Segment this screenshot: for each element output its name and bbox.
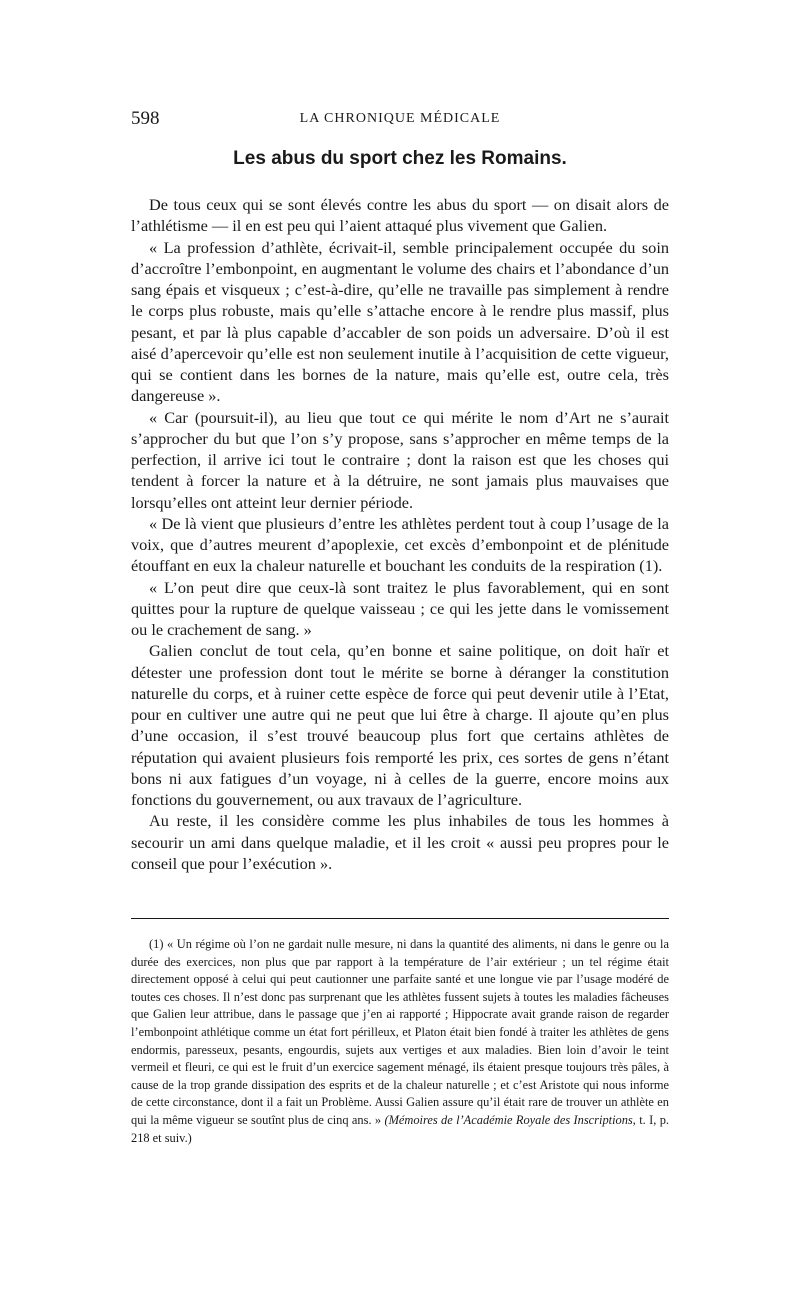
paragraph: « De là vient que plusieurs d’entre les athlètes perdent tout à coup l’usage de la voix, que d’autres meurent d’apoplexie, cet excès d’embonpoint et de plénitude étouffant en eux la chaleur naturelle et bouchant les conduits de la respiration (1).: [131, 513, 669, 576]
paragraph: Au reste, il les considère comme les plus inhabiles de tous les hommes à secourir un ami dans quelque maladie, et il les croit « aussi peu propres pour le conseil que pour l’exécution ».: [131, 811, 669, 873]
page-number: 598: [131, 108, 160, 129]
paragraph: Galien conclut de tout cela, qu’en bonne et saine politique, on doit haïr et détester une profession dont tout le mérite se borne à déranger la constitution naturelle du corps, et à ruiner cette espèce de force qui peut devenir utile à l’Etat, pour en cultiver une autre qui ne peut que lui être à charge. Il ajoute qu’en plus d’une occasion, il s’est trouvé beaucoup plus fort que certains athlètes de réputation qui avaient plusieurs fois remporté les prix, ces sortes de gens n’étant bons ni aux fatigues d’un voyage, ni à celles de la guerre, encore moins aux fonctions du gouvernement, ou aux travaux de l’agriculture.: [131, 641, 669, 809]
paragraph: « Car (poursuit-il), au lieu que tout ce qui mérite le nom d’Art ne s’aurait s’approcher du but que l’on s’y propose, sans s’approcher en même temps de la perfection, il arrive ici tout le contraire ; dont la raison est que les choses qui tendent à forcer la nature et à la détruire, ne sont jamais plus mauvaises que lorsqu’elles ont atteint leur dernier période.: [131, 407, 669, 512]
article-body: [131, 194, 669, 874]
paragraph: De tous ceux qui se sont élevés contre les abus du sport — on disait alors de l’athlétisme — il en est peu qui l’aient attaqué plus vivement que Galien.: [131, 195, 669, 236]
footnote-source-title: (Mémoires de l’Académie Royale des Inscriptions: [384, 1112, 633, 1127]
paragraph: « L’on peut dire que ceux-là sont traitez le plus favorablement, qui en sont quittes pour la rupture de quelque vaisseau ; ce qui les jette dans le vomissement ou le crachement de sang. »: [131, 577, 669, 639]
footnote-divider: [131, 918, 669, 919]
footnote-text: (1) « Un régime où l’on ne gardait nulle mesure, ni dans la quantité des aliments, ni dans le genre ou la durée des exercices, non plus que par rapport à la température de l’air extérieur ; un tel régime était directement opposé à celui qui peut cautionner une parfaite santé et une longue vie par l’usage modéré de toutes ces choses. Il n’est donc pas surprenant que les athlètes fussent sujets à toutes les maladies fâcheuses que Galien leur attribue, dans le passage que j’en ai rapporté ; Hippocrate avait grande raison de regarder l’embonpoint athlétique comme un état fort périlleux, et Platon était bien fondé à traiter les athlètes de gens endormis, paresseux, pesants, engourdis, sujets aux vertiges et aux maladies. Bien loin d’avoir le teint vermeil et fleuri, ce qui est le fruit d’un exercice sagement ménagé, ils étaient presque toujours très pâles, à cause de la trop grande dissipation des esprits et de la chaleur naturelle ; et c’est Aristote qui nous informe de cette circonstance, dont il a fait un Problème. Aussi Galien assure qu’il était rare de trouver un athlète en qui la même vigueur se soutînt plus de cinq ans. »: [131, 937, 669, 1127]
article-title: Les abus du sport chez les Romains.: [233, 148, 567, 169]
running-title: LA CHRONIQUE MÉDICALE: [299, 111, 501, 126]
footnote-source-tail: , t. I, p. 218 et suiv.): [131, 1112, 669, 1145]
page-header: [131, 108, 669, 132]
paragraph: « La profession d’athlète, écrivait-il, semble principalement occupée du soin d’accroître l’embonpoint, en augmentant le volume des chairs et l’abondance d’un sang épais et visqueux ; c’est-à-dire, qu’elle ne travaille pas simplement à rendre le corps plus robuste, mais qu’elle s’attache encore à le rendre plus massif, plus pesant, et par là plus capable d’accabler de son poids un adversaire. D’où il est aisé d’apercevoir qu’elle est non seulement inutile à l’acquisition de cette vigueur, qui se contient dans les bornes de la nature, mais qu’elle est, outre cela, très dangereuse ».: [131, 237, 669, 406]
footnote-paragraph: [131, 936, 669, 1147]
footnote: [131, 936, 669, 1147]
